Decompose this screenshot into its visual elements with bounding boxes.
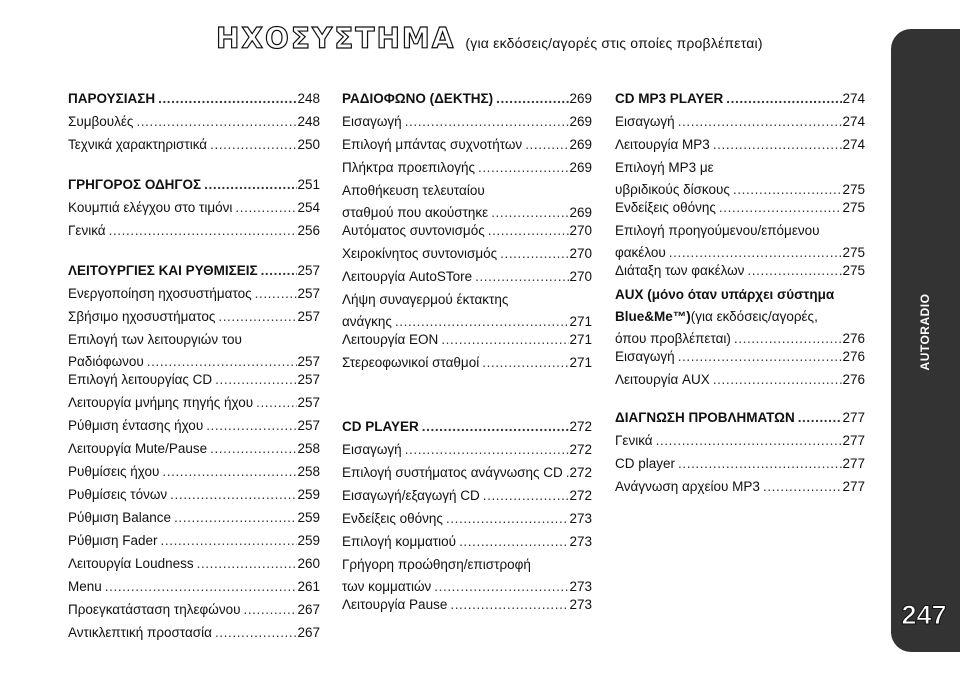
toc-entry[interactable] bbox=[68, 461, 320, 483]
toc-entry-text: Τεχνικά χαρακτηριστικά bbox=[68, 137, 208, 152]
toc-entry[interactable] bbox=[68, 530, 320, 552]
toc-entry-text: Στερεοφωνικοί σταθμοί bbox=[342, 355, 480, 370]
dot-leader bbox=[232, 197, 297, 219]
toc-entry-text: Προεγκατάσταση τηλεφώνου bbox=[68, 602, 241, 617]
toc-entry[interactable] bbox=[68, 438, 320, 460]
toc-page-number: 270 bbox=[569, 246, 592, 261]
toc-page-number: 277 bbox=[842, 410, 865, 425]
toc-page-number: 276 bbox=[842, 331, 865, 346]
toc-page-number: 261 bbox=[297, 579, 320, 594]
toc-entry[interactable] bbox=[342, 531, 592, 553]
toc-page-number: 272 bbox=[569, 465, 592, 480]
toc-entry[interactable] bbox=[68, 484, 320, 506]
toc-page-number: 248 bbox=[297, 91, 320, 106]
toc-entry[interactable] bbox=[615, 453, 865, 475]
toc-entry[interactable] bbox=[615, 476, 865, 498]
dot-leader bbox=[402, 439, 570, 461]
toc-page-number: 277 bbox=[842, 479, 865, 494]
toc-entry[interactable] bbox=[68, 306, 320, 328]
toc-entry-text: Σβήσιμο ηχοσυστήματος bbox=[68, 309, 216, 324]
toc-entry-text: Αποθήκευση τελευταίου bbox=[342, 183, 485, 198]
toc-entry-text: Ρύθμιση έντασης ήχου bbox=[68, 418, 204, 433]
toc-entry-text: φακέλου bbox=[615, 245, 666, 260]
toc-entry[interactable] bbox=[68, 392, 320, 414]
toc-page-number: 248 bbox=[297, 114, 320, 129]
toc-page-number: 269 bbox=[569, 114, 592, 129]
toc-page-number: 256 bbox=[297, 223, 320, 238]
toc-entry-text: Κουμπιά ελέγχου στο τιμόνι bbox=[68, 200, 233, 215]
toc-section-heading[interactable] bbox=[342, 88, 592, 110]
toc-entry-text: Επιλογή των λειτουργιών του bbox=[68, 332, 242, 347]
toc-entry[interactable] bbox=[615, 220, 865, 264]
toc-entry[interactable] bbox=[68, 134, 320, 156]
toc-entry[interactable] bbox=[68, 197, 320, 219]
toc-page-number: 269 bbox=[569, 91, 592, 106]
page-subtitle: (για εκδόσεις/αγορές στις οποίες προβλέπεται) bbox=[465, 35, 763, 51]
toc-entry-text: Ρυθμίσεις τόνων bbox=[68, 487, 168, 502]
dot-leader bbox=[212, 622, 298, 644]
toc-entry[interactable] bbox=[68, 599, 320, 621]
dot-leader bbox=[497, 243, 569, 265]
toc-page-number: 250 bbox=[297, 137, 320, 152]
toc-page-number: 274 bbox=[842, 137, 865, 152]
toc-page-number: 275 bbox=[842, 263, 865, 278]
toc-entry-text: Επιλογή λειτουργίας CD bbox=[68, 372, 213, 387]
toc-page-number: 277 bbox=[842, 456, 865, 471]
dot-leader bbox=[472, 266, 569, 288]
toc-page-number: 274 bbox=[842, 114, 865, 129]
toc-entry[interactable] bbox=[68, 415, 320, 437]
toc-section-heading[interactable] bbox=[68, 260, 320, 282]
toc-entry[interactable] bbox=[342, 180, 592, 224]
toc-entry-text: Γενικά bbox=[68, 223, 106, 238]
dot-leader bbox=[419, 416, 570, 438]
toc-page-number: 257 bbox=[297, 354, 320, 369]
toc-entry-text: Εισαγωγή/εξαγωγή CD bbox=[342, 488, 480, 503]
toc-page-number: 271 bbox=[569, 332, 592, 347]
toc-entry-text: Ραδιόφωνου bbox=[68, 354, 144, 369]
toc-entry-text: Λειτουργία Mute/Pause bbox=[68, 441, 208, 456]
toc-entry[interactable] bbox=[342, 111, 592, 133]
dot-leader bbox=[201, 174, 297, 196]
toc-page-number: 257 bbox=[297, 418, 320, 433]
toc-entry[interactable] bbox=[68, 576, 320, 598]
toc-entry[interactable] bbox=[342, 329, 592, 351]
toc-entry[interactable] bbox=[615, 430, 865, 452]
toc-entry-text: Λειτουργία Loudness bbox=[68, 556, 194, 571]
toc-section-heading[interactable] bbox=[68, 174, 320, 196]
toc-page-number: 257 bbox=[297, 395, 320, 410]
dot-leader bbox=[710, 369, 843, 391]
toc-page-number: 258 bbox=[297, 441, 320, 456]
dot-leader bbox=[493, 88, 569, 110]
toc-entry-text: Συμβουλές bbox=[68, 114, 134, 129]
toc-entry-text: CD PLAYER bbox=[342, 419, 419, 434]
dot-leader bbox=[194, 553, 298, 575]
toc-entry[interactable] bbox=[615, 284, 865, 350]
toc-page-number: 271 bbox=[569, 314, 592, 329]
toc-page-number: 275 bbox=[842, 182, 865, 197]
toc-entry-text: Επιλογή προηγούμενου/επόμενου bbox=[615, 223, 820, 238]
dot-leader bbox=[215, 306, 297, 328]
toc-page-number: 257 bbox=[297, 263, 320, 278]
toc-entry-text: Χειροκίνητος συντονισμός bbox=[342, 246, 498, 261]
toc-page-number: 276 bbox=[842, 349, 865, 364]
toc-page-number: 260 bbox=[297, 556, 320, 571]
dot-leader bbox=[212, 369, 297, 391]
dot-leader bbox=[252, 283, 298, 305]
toc-page-number: 273 bbox=[569, 597, 592, 612]
toc-page-number: 259 bbox=[297, 510, 320, 525]
toc-page-number: 269 bbox=[569, 137, 592, 152]
toc-entry-text: Αυτόματος συντονισμός bbox=[342, 223, 485, 238]
toc-entry-text: ΓΡΗΓΟΡΟΣ ΟΔΗΓΟΣ bbox=[68, 177, 202, 192]
toc-entry-text: Επιλογή κομματιού bbox=[342, 534, 457, 549]
dot-leader bbox=[438, 329, 569, 351]
toc-page-number: 267 bbox=[297, 602, 320, 617]
toc-entry[interactable] bbox=[615, 134, 865, 156]
toc-entry[interactable] bbox=[342, 439, 592, 461]
toc-entry-text: (για εκδόσεις/αγορές, bbox=[690, 309, 818, 324]
toc-section-heading[interactable] bbox=[68, 88, 320, 110]
toc-entry-text: Λειτουργία MP3 bbox=[615, 137, 710, 152]
toc-page-number: 257 bbox=[297, 286, 320, 301]
toc-entry-text: Λειτουργία AutoSTore bbox=[342, 269, 473, 284]
dot-leader bbox=[475, 157, 569, 179]
toc-page-number: 270 bbox=[569, 223, 592, 238]
dot-leader bbox=[710, 134, 843, 156]
toc-entry-text: Blue&Me™) bbox=[615, 309, 691, 324]
dot-leader bbox=[253, 392, 297, 414]
toc-page-number: 269 bbox=[569, 205, 592, 220]
toc-entry[interactable] bbox=[342, 462, 592, 484]
toc-section-heading[interactable] bbox=[342, 416, 592, 438]
dot-leader bbox=[480, 485, 570, 507]
dot-leader bbox=[133, 111, 297, 133]
toc-entry[interactable] bbox=[68, 329, 320, 373]
dot-leader bbox=[443, 508, 570, 530]
toc-entry[interactable] bbox=[342, 594, 592, 616]
toc-entry-text: Επιλογή μπάντας συχνοτήτων bbox=[342, 137, 523, 152]
dot-leader bbox=[723, 88, 842, 110]
dot-leader bbox=[171, 507, 297, 529]
dot-leader bbox=[167, 484, 297, 506]
toc-page-number: 251 bbox=[297, 177, 320, 192]
toc-page-number: 273 bbox=[569, 534, 592, 549]
dot-leader bbox=[207, 438, 297, 460]
dot-leader bbox=[203, 415, 297, 437]
dot-leader bbox=[760, 476, 843, 498]
toc-entry[interactable] bbox=[615, 197, 865, 219]
toc-page-number: 272 bbox=[569, 442, 592, 457]
dot-leader bbox=[155, 88, 297, 110]
toc-entry[interactable] bbox=[342, 289, 592, 333]
toc-page-number: 258 bbox=[297, 464, 320, 479]
toc-entry-text: Γενικά bbox=[615, 433, 653, 448]
toc-page-number: 271 bbox=[569, 355, 592, 370]
dot-leader bbox=[675, 346, 843, 368]
toc-page-number: 259 bbox=[297, 487, 320, 502]
page-title: ΗΧΟΣΥΣΤΗΜΑ bbox=[216, 22, 456, 55]
toc-entry-text: ΔΙΑΓΝΩΣΗ ΠΡΟΒΛΗΜΑΤΩΝ bbox=[615, 410, 795, 425]
toc-entry-text: Ρυθμίσεις ήχου bbox=[68, 464, 160, 479]
toc-entry[interactable] bbox=[342, 554, 592, 598]
toc-entry-text: Ρύθμιση Fader bbox=[68, 533, 158, 548]
toc-entry-text: Λειτουργία μνήμης πηγής ήχου bbox=[68, 395, 254, 410]
toc-section-heading[interactable] bbox=[615, 88, 865, 110]
toc-entry-text: ανάγκης bbox=[342, 314, 392, 329]
toc-entry-text: ΡΑΔΙΟΦΩΝΟ (ΔΕΚΤΗΣ) bbox=[342, 91, 494, 106]
toc-page-number: 273 bbox=[569, 579, 592, 594]
toc-page-number: 254 bbox=[297, 200, 320, 215]
dot-leader bbox=[795, 407, 843, 429]
dot-leader bbox=[456, 531, 569, 553]
toc-entry-text: Εισαγωγή bbox=[615, 114, 675, 129]
dot-leader bbox=[716, 197, 843, 219]
toc-entry[interactable] bbox=[615, 260, 865, 282]
toc-entry-text: Αντικλεπτική προστασία bbox=[68, 625, 212, 640]
dot-leader bbox=[158, 530, 298, 552]
toc-entry[interactable] bbox=[615, 111, 865, 133]
toc-entry-text: Γρήγορη προώθηση/επιστροφή bbox=[342, 557, 531, 572]
dot-leader bbox=[479, 352, 569, 374]
toc-entry-text: Λειτουργία Pause bbox=[342, 597, 448, 612]
page-header bbox=[216, 22, 763, 62]
toc-page-number: 277 bbox=[842, 433, 865, 448]
toc-entry-text: Λειτουργία EON bbox=[342, 332, 439, 347]
toc-entry[interactable] bbox=[68, 507, 320, 529]
toc-page-number: 270 bbox=[569, 269, 592, 284]
toc-entry[interactable] bbox=[68, 220, 320, 242]
dot-leader bbox=[106, 220, 298, 242]
toc-entry[interactable] bbox=[342, 485, 592, 507]
toc-entry[interactable] bbox=[342, 352, 592, 374]
dot-leader bbox=[447, 594, 569, 616]
toc-entry-text: Ενεργοποίηση ηχοσυστήματος bbox=[68, 286, 252, 301]
toc-page-number: 275 bbox=[842, 245, 865, 260]
toc-entry-text: Διάταξη των φακέλων bbox=[615, 263, 745, 278]
toc-entry-text: Ενδείξεις οθόνης bbox=[615, 200, 716, 215]
toc-entry[interactable] bbox=[68, 369, 320, 391]
toc-section-heading[interactable] bbox=[615, 407, 865, 429]
dot-leader bbox=[675, 111, 843, 133]
toc-entry[interactable] bbox=[615, 157, 865, 201]
dot-leader bbox=[563, 462, 570, 484]
toc-page-number: 273 bbox=[569, 511, 592, 526]
toc-entry-text: σταθμού που ακούστηκε bbox=[342, 205, 489, 220]
toc-entry[interactable] bbox=[615, 369, 865, 391]
dot-leader bbox=[240, 599, 297, 621]
toc-page-number: 275 bbox=[842, 200, 865, 215]
toc-entry-text: Εισαγωγή bbox=[342, 442, 402, 457]
toc-entry[interactable] bbox=[342, 157, 592, 179]
toc-entry-text: υβριδικούς δίσκους bbox=[615, 182, 730, 197]
toc-entry-text: των κομματιών bbox=[342, 579, 432, 594]
toc-entry-text: Ρύθμιση Balance bbox=[68, 510, 172, 525]
toc-entry-text: Λήψη συναγερμού έκτακτης bbox=[342, 292, 509, 307]
toc-entry[interactable] bbox=[68, 553, 320, 575]
toc-page-number: 269 bbox=[569, 160, 592, 175]
dot-leader bbox=[102, 576, 298, 598]
toc-page-number: 257 bbox=[297, 309, 320, 324]
toc-entry[interactable] bbox=[342, 243, 592, 265]
toc-page-number: 276 bbox=[842, 372, 865, 387]
toc-page-number: 272 bbox=[569, 488, 592, 503]
toc-entry[interactable] bbox=[342, 220, 592, 242]
toc-entry-text: AUX (μόνο όταν υπάρχει σύστημα bbox=[615, 287, 835, 302]
chapter-tab-label: AUTORADIO bbox=[918, 293, 932, 371]
toc-entry-text: Επιλογή MP3 με bbox=[615, 160, 714, 175]
toc-page-number: 259 bbox=[297, 533, 320, 548]
dot-leader bbox=[744, 260, 842, 282]
toc-entry-text: ΛΕΙΤΟΥΡΓΙΕΣ ΚΑΙ ΡΥΘΜΙΣΕΙΣ bbox=[68, 263, 258, 278]
toc-entry-text: Εισαγωγή bbox=[342, 114, 402, 129]
toc-entry-text: Πλήκτρα προεπιλογής bbox=[342, 160, 475, 175]
toc-entry-text: Εισαγωγή bbox=[615, 349, 675, 364]
dot-leader bbox=[207, 134, 297, 156]
toc-page-number: 272 bbox=[569, 419, 592, 434]
toc-entry-text: όπου προβλέπεται) bbox=[615, 331, 731, 346]
toc-entry[interactable] bbox=[615, 346, 865, 368]
dot-leader bbox=[653, 430, 843, 452]
toc-entry-text: Menu bbox=[68, 579, 102, 594]
toc-entry-text: CD MP3 PLAYER bbox=[615, 91, 724, 106]
dot-leader bbox=[159, 461, 297, 483]
toc-entry-text: Ανάγνωση αρχείου MP3 bbox=[615, 479, 760, 494]
toc-entry-text: CD player bbox=[615, 456, 676, 471]
toc-page-number: 267 bbox=[297, 625, 320, 640]
dot-leader bbox=[402, 111, 570, 133]
toc-entry[interactable] bbox=[342, 134, 592, 156]
dot-leader bbox=[522, 134, 569, 156]
dot-leader bbox=[675, 453, 842, 475]
toc-entry-text: Επιλογή συστήματος ανάγνωσης CD bbox=[342, 465, 563, 480]
toc-entry[interactable] bbox=[68, 622, 320, 644]
toc-page-number: 274 bbox=[842, 91, 865, 106]
page-number: 247 bbox=[901, 600, 947, 630]
dot-leader bbox=[258, 260, 298, 282]
dot-leader bbox=[485, 220, 570, 242]
toc-entry-text: Λειτουργία AUX bbox=[615, 372, 710, 387]
toc-entry-text: Ενδείξεις οθόνης bbox=[342, 511, 443, 526]
toc-entry[interactable] bbox=[68, 111, 320, 133]
toc-entry-text: ΠΑΡΟΥΣΙΑΣΗ bbox=[68, 91, 156, 106]
toc-entry[interactable] bbox=[342, 266, 592, 288]
toc-page-number: 257 bbox=[297, 372, 320, 387]
toc-entry[interactable] bbox=[68, 283, 320, 305]
toc-entry[interactable] bbox=[342, 508, 592, 530]
